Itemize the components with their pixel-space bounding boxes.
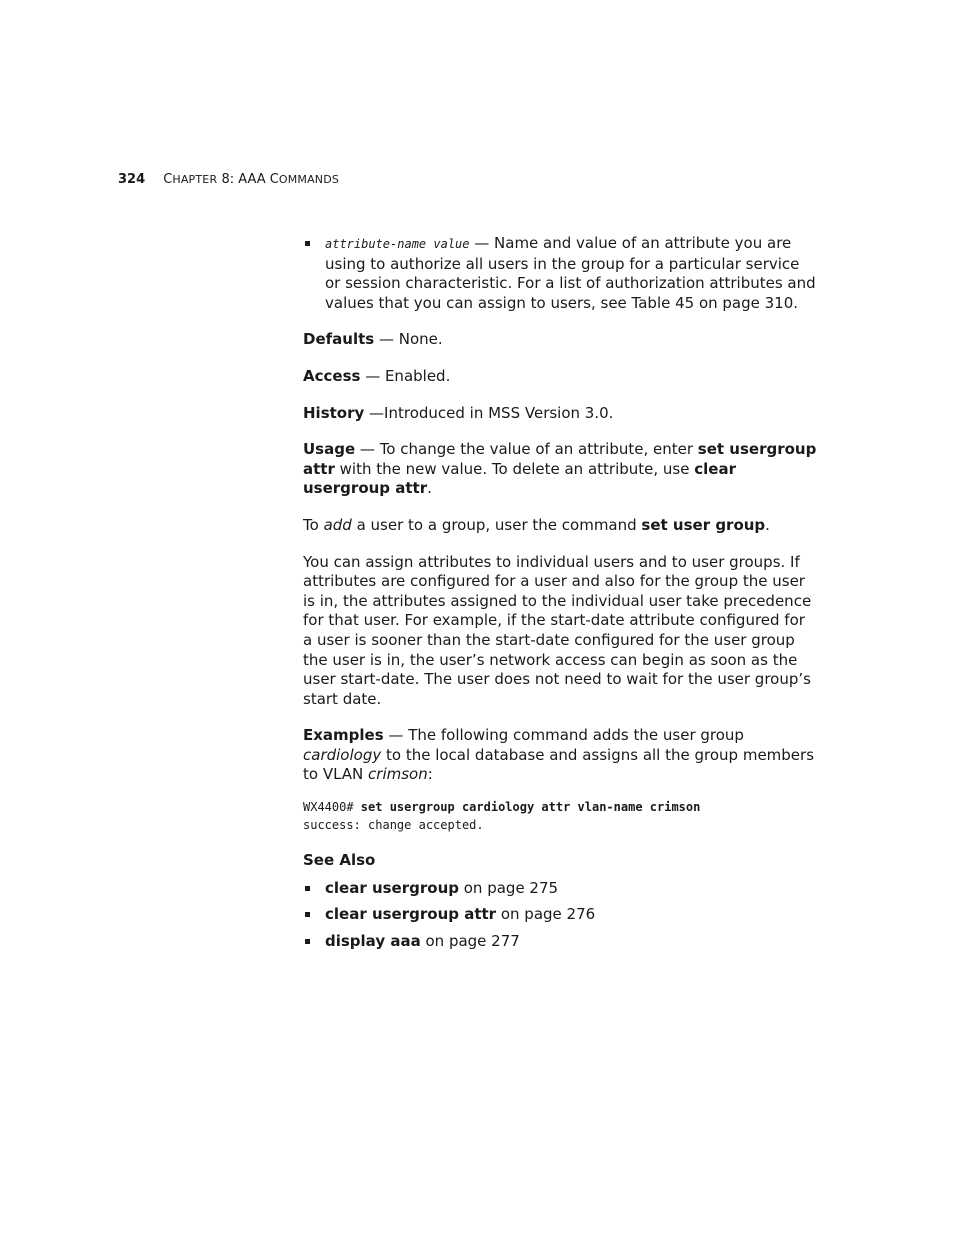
code-example [303,798,818,834]
command-ref: clear usergroup attr [303,459,736,498]
see-also-heading: See Also [303,851,376,870]
page-number: 324 [118,172,146,187]
see-also-item: clear usergroup attr on page 276 [303,905,818,925]
chapter-title: CHAPTER 8: AAA COMMANDS [163,172,340,187]
see-also-item: display aaa on page 277 [303,932,818,952]
running-header [118,172,339,187]
see-also-item: clear usergroup on page 275 [303,879,818,899]
page-body [303,234,818,958]
add-user-para: To add a user to a group, user the command set user group. [303,515,770,534]
usage-para: Usage — To change the value of an attribute, enter set usergroup attr with the new value. To delete an attribute, use clear usergroup attr. [303,440,817,498]
defaults-para: Defaults — None. [303,330,443,349]
access-para: Access — Enabled. [303,366,451,385]
attribute-bullet: attribute-name value — Name and value of an attribute you are using to authorize all users in the group for a particular service or session characteristic. For a list of authorization attributes and values that you can assign to users, see Table 45 on page 310. [303,234,818,313]
history-para: History —Introduced in MSS Version 3.0. [303,403,614,422]
code-command-line: WX4400# set usergroup cardiology attr vlan-name crimson [303,800,701,815]
examples-para: Examples — The following command adds the user group cardiology to the local database and assigns all the group members to VLAN crimson: [303,726,815,784]
code-output-line: success: change accepted. [303,818,484,833]
command-ref: set user group [641,515,766,534]
argument-name: attribute-name value [325,237,470,251]
see-also-list [303,879,818,952]
command-ref: set usergroup attr [303,440,817,478]
precedence-para: You can assign attributes to individual users and to user groups. If attributes are configured for a user and also for the group the user is in, the attributes assigned to the individual user take precedence for that user. For example, if the start-date attribute configured for a user is sooner than the start-date configured for the user group the user is in, the user’s network access can begin as soon as the user start-date. The user does not need to wait for the user group’s start date. [303,552,812,708]
